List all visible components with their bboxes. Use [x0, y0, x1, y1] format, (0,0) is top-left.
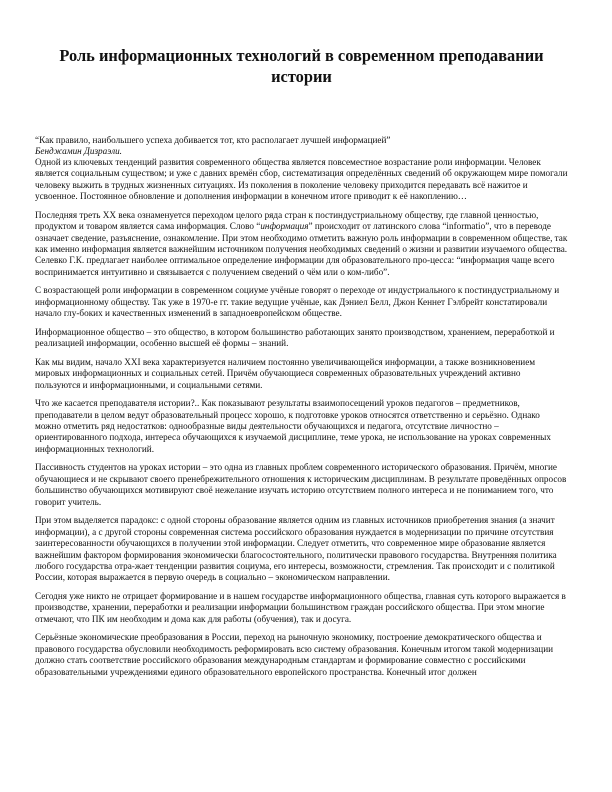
- paragraph: Как мы видим, начало XXI века характеризуется наличием постоянно увеличивающейся информации, а также возникновением мировых информационных и социальных сетей. Причём обучающиеся современных образовательных учреждений активно пользуются и информационными, и социальными сетями.: [35, 356, 536, 390]
- paragraph-emphasis: информация: [260, 221, 309, 232]
- paragraph: Сегодня уже никто не отрицает формирование и в нашем государстве информационного общества, главная суть которого выражается в производстве, хранении, переработки и реализации информации большинством граждан российского общества. При этом многие отмечают, что ПК им необходим и дома как для работы (обучения), так и досуга.: [35, 590, 566, 624]
- paragraph: Серьёзные экономические преобразования в России, переход на рыночную экономику, построение демократического общества и правового государства обусловили необходимость реформировать всю систему образования. Конечным итогом такой модернизации должно стать соответствие российского образования международным стандартам и формирование совместно с российскими образовательными учреждениями единого образовательного европейского пространства. Конечный итог должен: [35, 632, 554, 677]
- paragraph: Пассивность студентов на уроках истории – это одна из главных проблем современного исторического образования. Причём, многие обучающиеся и не скрывают своего пренебрежительного отношения к историческим дисциплинам. В результате проведённых опросов большинство обучающихся мотивируют своё нежелание изучать историю отсутствием полного интереса и не пониманием того, что говорит учитель.: [35, 462, 567, 507]
- paragraph-text: ” происходит от латинского слова “informatio”, что в переводе означает сведение, разъяснение, ознакомление. При этом необходимо отметить важную роль информации в современном обществе, так как именно информация является важнейшим источником получения необходимых сведений о жизни и развитии изучаемого общества. Селевко Г.К. предлагает наиболее оптимальное определение информации для образовательного про-цесса: “информация чаще всего воспринимается интуитивно и связывается с получением сведений о чём или о ком-либо”.: [35, 221, 568, 277]
- document-title: Роль информационных технологий в современном преподавании истории: [59, 46, 544, 86]
- paragraph-text: Последняя треть XX века ознаменуется переходом целого ряда стран к постиндустриальному обществу, где главной ценностью, продуктом и товаром является сама информация. Слово “: [35, 209, 539, 232]
- epigraph: [35, 135, 568, 157]
- paragraph: Информационное общество – это общество, в котором большинство работающих занято производством, хранением, переработкой и реализацией информации, особенно высшей её формы – знаний.: [35, 326, 555, 349]
- paragraph: Одной из ключевых тенденций развития современного общества является повсеместное возрастание роли информации. Человек является социальным существом; и уже с давних времён сбор, систематизация определённых сведений об окружающем мире помогали человеку выжить в трудных жизненных ситуациях. Из поколения в поколение человеку приходится передавать всё нажитое и усвоенное. Постоянное обновление и дополнения информации в конечном итоге приводит к её накоплению…: [35, 157, 568, 202]
- paragraph: При этом выделяется парадокс: с одной стороны образование является одним из главных источников приобретения знания (а значит информации), а с другой стороны современная система российского образования нуждается в модернизации по причине отсутствия заинтересованности обучающихся в получении этой информации. Следует отметить, что современное мире образование является важнейшим фактором формирования экономически благосостоятельного, политически правового государства. Внутренняя политика любого государства отра-жает тенденции развития социума, его интересы, возможности, стремления. Так происходит и с политикой России, которая выражается в первую очередь в социально – экономическом направлении.: [35, 515, 557, 583]
- paragraph: [35, 210, 568, 278]
- epigraph-quote: “Как правило, наибольшего успеха добивается тот, кто располагает лучшей информацией”: [35, 135, 391, 145]
- paragraph: Что же касается преподавателя истории?.. Как показывают результаты взаимопосещений уроков педагогов – предметников, преподаватели в целом ведут образовательный процесс хорошо, к подготовке уроков относятся ответственно и серьёзно. Однако можно отметить ряд недостатков: однообразные виды деятельности обучающихся и педагога, отсутствие личностно – ориентированного подхода, интереса обучающихся к изучаемой дисциплине, теме урока, не использование на уроках современных информационных технологий.: [35, 398, 551, 454]
- paragraph: С возрастающей роли информации в современном социуме учёные говорят о переходе от индустриального к постиндустриальному и информационному обществу. Так уже в 1970-е гг. такие ведущие учёные, как Дэниел Белл, Джон Кеннет Гэлбрейт констатировали начало глу-боких и качественных изменений в западноевропейском обществе.: [35, 285, 560, 319]
- epigraph-author: Бенджамин Дизраэли.: [35, 146, 122, 156]
